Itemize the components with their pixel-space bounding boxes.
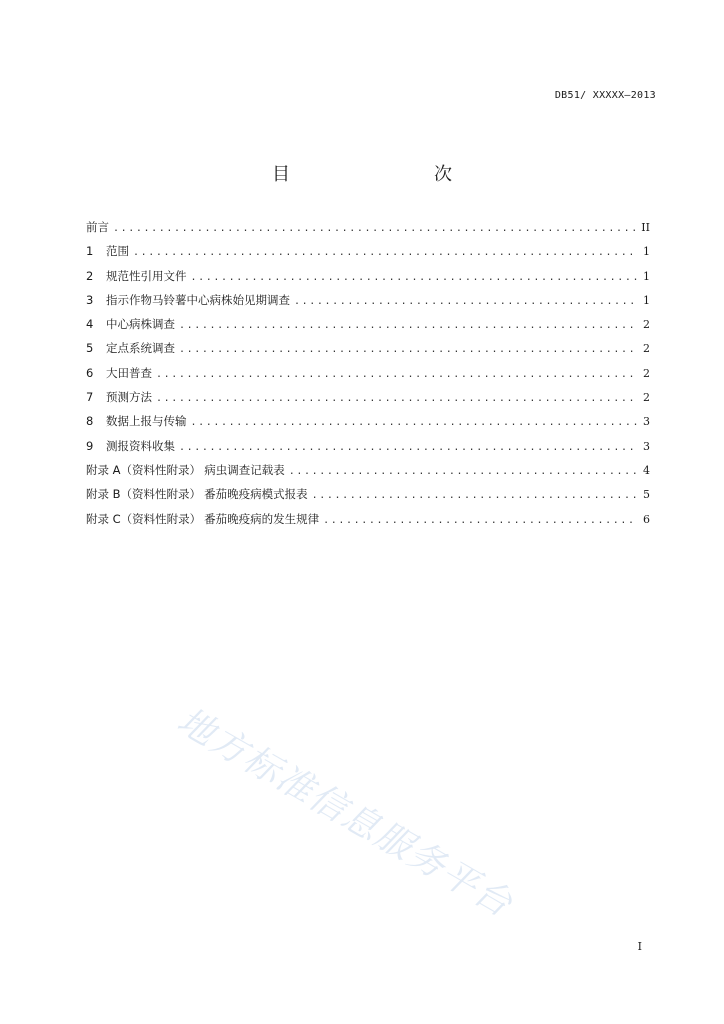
toc-entry-7[interactable] bbox=[86, 389, 650, 413]
toc-entry-page: 2 bbox=[643, 318, 650, 332]
dot-leader bbox=[323, 515, 638, 526]
toc-entry-2[interactable] bbox=[86, 268, 650, 292]
dot-leader bbox=[294, 296, 638, 307]
toc-entry-prefix: 附录 A（资料性附录） bbox=[86, 462, 202, 477]
toc-entry-appendix-c[interactable] bbox=[86, 511, 650, 535]
dot-leader bbox=[191, 272, 639, 283]
toc-entry-number: 2 bbox=[86, 268, 94, 283]
toc-entry-number: 7 bbox=[86, 390, 94, 405]
toc-title: 目 次 bbox=[272, 164, 488, 185]
toc-entry-page: 1 bbox=[643, 245, 650, 259]
toc-entry-text: 数据上报与传输 bbox=[106, 414, 187, 429]
toc-entry-number: 1 bbox=[86, 244, 94, 259]
dot-leader bbox=[156, 393, 638, 404]
toc-entry-appendix-a[interactable] bbox=[86, 462, 650, 486]
toc-entry-number: 3 bbox=[86, 292, 94, 307]
toc-entry-4[interactable] bbox=[86, 316, 650, 340]
toc-entry-page: 2 bbox=[643, 366, 650, 380]
toc-entry-6[interactable] bbox=[86, 365, 650, 389]
toc-entry-text: 番茄晚疫病的发生规律 bbox=[204, 511, 320, 526]
toc-entry-page: 1 bbox=[643, 269, 650, 283]
toc-entry-5[interactable] bbox=[86, 340, 650, 364]
toc-entry-page: 2 bbox=[643, 391, 650, 405]
toc-entry-text: 前言 bbox=[86, 220, 109, 234]
toc-entry-page: 6 bbox=[643, 512, 650, 526]
toc-entry-number: 8 bbox=[86, 414, 94, 429]
dot-leader bbox=[156, 369, 638, 380]
toc-entry-page: 3 bbox=[643, 439, 650, 453]
toc-entry-page: 1 bbox=[643, 293, 650, 307]
toc-entry-text: 规范性引用文件 bbox=[106, 268, 187, 283]
dot-leader bbox=[179, 442, 638, 453]
dot-leader bbox=[179, 344, 638, 355]
document-code: DB51/ XXXXX—2013 bbox=[554, 90, 656, 101]
toc-entry-number: 9 bbox=[86, 438, 94, 453]
toc-entry-prefix: 附录 C（资料性附录） bbox=[86, 511, 202, 526]
toc-entry-text: 预测方法 bbox=[106, 390, 152, 405]
toc-entry-text: 大田普查 bbox=[106, 365, 152, 380]
toc-entry-text: 指示作物马铃薯中心病株始见期调查 bbox=[106, 292, 290, 307]
toc-entry-text: 病虫调查记载表 bbox=[204, 462, 285, 477]
toc-entry-number: 6 bbox=[86, 365, 94, 380]
toc-entry-3[interactable] bbox=[86, 292, 650, 316]
toc-entry-9[interactable] bbox=[86, 438, 650, 462]
toc-entry-prefix: 附录 B（资料性附录） bbox=[86, 487, 202, 502]
toc-entry-page: 2 bbox=[643, 342, 650, 356]
dot-leader bbox=[133, 247, 638, 258]
toc-entry-text: 番茄晚疫病模式报表 bbox=[204, 487, 308, 502]
dot-leader bbox=[289, 466, 638, 477]
toc-entry-text: 定点系统调查 bbox=[106, 341, 175, 356]
toc-entry-appendix-b[interactable] bbox=[86, 486, 650, 510]
toc-entry-8[interactable] bbox=[86, 413, 650, 437]
toc-entry-number: 4 bbox=[86, 317, 94, 332]
toc-entry-page: 4 bbox=[643, 463, 650, 477]
toc-entry-page: 5 bbox=[643, 488, 650, 502]
dot-leader bbox=[191, 417, 639, 428]
toc-entry-text: 测报资料收集 bbox=[106, 438, 175, 453]
watermark: 地方标准信息服务平台 bbox=[170, 700, 520, 926]
toc-entry-text: 范围 bbox=[106, 244, 129, 259]
toc-entry-page: 3 bbox=[643, 415, 650, 429]
dot-leader bbox=[113, 223, 637, 234]
dot-leader bbox=[179, 320, 638, 331]
toc-entry-foreword[interactable] bbox=[86, 219, 650, 243]
toc-entry-text: 中心病株调查 bbox=[106, 317, 175, 332]
toc-entry-1[interactable] bbox=[86, 243, 650, 267]
dot-leader bbox=[312, 490, 638, 501]
toc-entry-page: II bbox=[641, 221, 650, 234]
table-of-contents bbox=[86, 219, 650, 535]
page-number: I bbox=[637, 940, 642, 953]
toc-entry-number: 5 bbox=[86, 341, 94, 356]
